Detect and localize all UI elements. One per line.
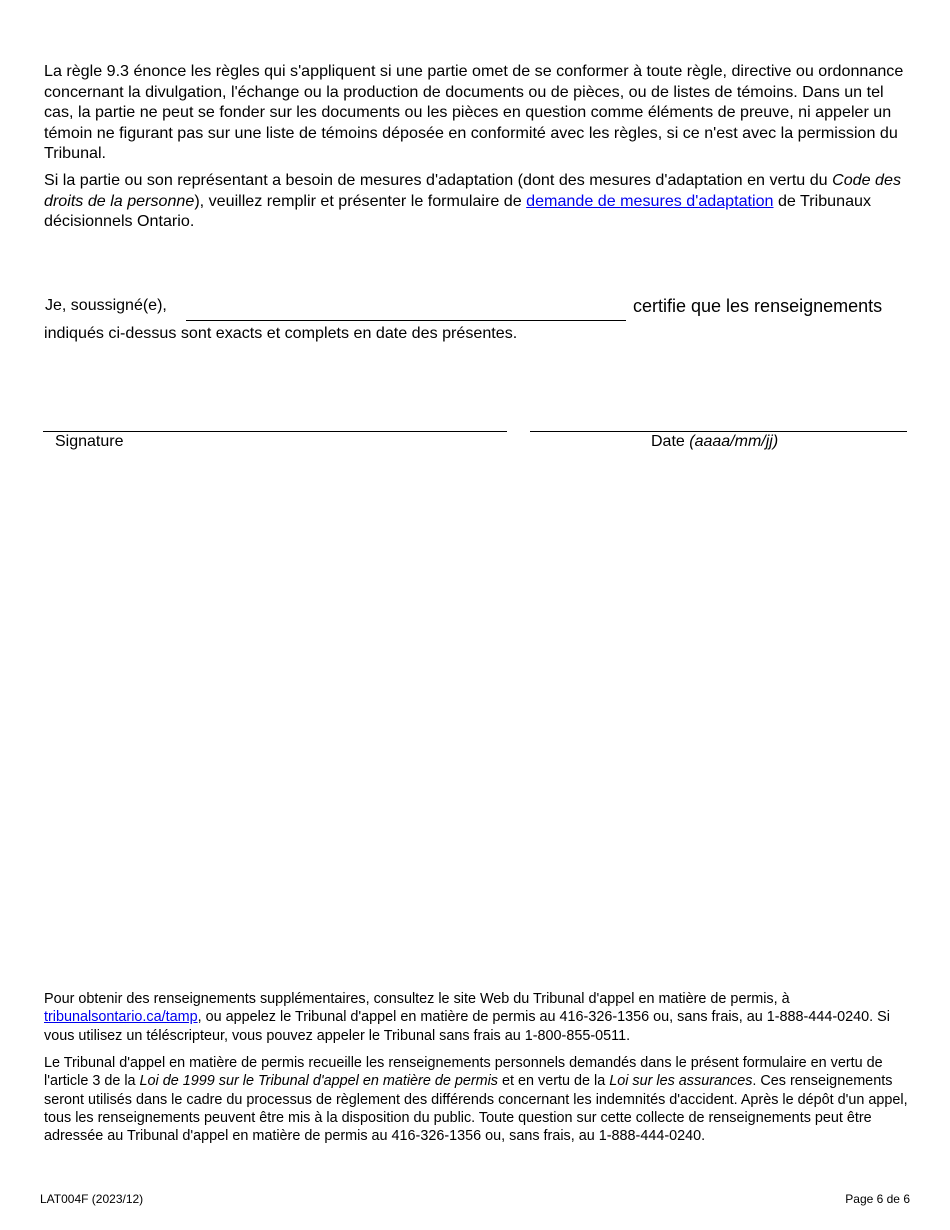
certification-tail: certifie que les renseignements [633,296,883,316]
privacy-paragraph [44,1054,912,1145]
accommodation-text-1: Si la partie ou son représentant a besoin de mesures d'adaptation (dont des mesures d'adaptation en vertu du [44,171,833,189]
date-label: Date [651,433,685,450]
footer-info-text-2: , ou appelez le Tribunal d'appel en matière de permis au 416-326-1356 ou, sans frais, au 1-888-444-0240. Si vous utilisez un téléscripteur, vous pouvez appeler le Tribunal sans frais au 1-800-855-0511. [44,1009,890,1044]
date-field[interactable] [530,431,907,432]
signature-label: Signature [55,433,124,450]
privacy-text-2: et en vertu de la [498,1073,610,1090]
form-code: LAT004F (2023/12) [40,1192,144,1206]
accommodation-request-link[interactable]: demande de mesures d'adaptation [526,191,774,210]
accommodation-text-3: de Tribunaux décisionnels Ontario. [44,191,872,230]
certification-lead: Je, soussigné(e), [45,297,167,314]
footer-info-paragraph [44,990,912,1045]
name-field[interactable] [186,320,626,321]
rule-paragraph: La règle 9.3 énonce les règles qui s'appliquent si une partie omet de se conformer à toute règle, directive ou ordonnance concernant la divulgation, l'échange ou la production de documents ou de pièces, ou de listes de témoins. Dans un tel cas, la partie ne peut se fonder sur les documents ou les pièces en question comme éléments de preuve, ni appeler un témoin ne figurant pas sur une liste de témoins déposée en conformité avec les règles, si ce n'est avec la permission du Tribunal. [44,62,904,162]
act-title-2: Loi sur les assurances [609,1073,753,1090]
privacy-text-1: Le Tribunal d'appel en matière de permis recueille les renseignements personnels demandés dans le présent formulaire en vertu de l'article 3 de la [44,1055,883,1090]
signature-field[interactable] [43,431,507,432]
date-label-group [651,433,778,451]
accommodation-text-2: ), veuillez remplir et présenter le formulaire de [194,191,527,210]
accommodation-paragraph [44,170,912,232]
date-format: (aaaa/mm/jj) [689,433,779,450]
privacy-text-3: . Ces renseignements seront utilisés dans le cadre du processus de règlement des différends concernant les indemnités d'accident. Après le dépôt d'un appel, tous les renseignements peuvent être mis à la disposition du public. Toute question sur cette collecte de renseignements peut être adressée au Tribunal d'appel en matière de permis au 416-326-1356 ou, sans frais, au 1-888-444-0240. [44,1073,908,1145]
act-title-1: Loi de 1999 sur le Tribunal d'appel en matière de permis [139,1073,499,1090]
code-title: Code des droits de la personne [44,171,901,210]
certification-continuation: indiqués ci-dessus sont exacts et complets en date des présentes. [44,324,518,342]
page-number: Page 6 de 6 [845,1192,910,1206]
website-link[interactable]: tribunalsontario.ca/tamp [44,1009,198,1026]
footer-info-text-1: Pour obtenir des renseignements supplémentaires, consultez le site Web du Tribunal d'appel en matière de permis, à [44,991,790,1007]
